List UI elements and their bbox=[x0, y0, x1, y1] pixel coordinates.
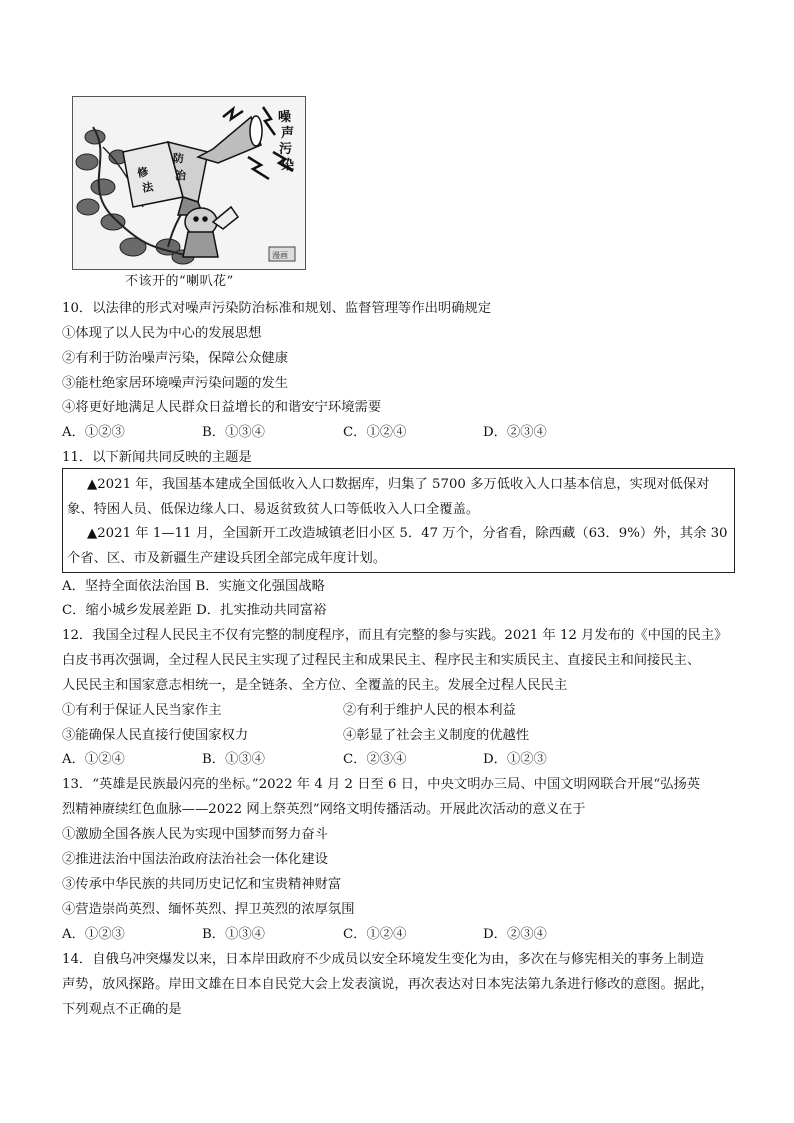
q13-option-a[interactable]: A．①②③ bbox=[62, 927, 125, 942]
q11-options-row-1[interactable]: A．坚持全面依法治国 B．实施文化强国战略 bbox=[62, 579, 325, 594]
q13-option-c[interactable]: C．①②④ bbox=[343, 927, 407, 942]
cartoon-illustration bbox=[72, 96, 306, 270]
q12-option-a[interactable]: A．①②④ bbox=[62, 752, 125, 767]
q13-item-2: ②推进法治中国法治政府法治社会一体化建设 bbox=[62, 852, 328, 867]
q13-stem-line-2: 烈精神赓续红色血脉——2022 网上祭英烈”网络文明传播活动。开展此次活动的意义在于 bbox=[62, 802, 586, 817]
svg-text:修: 修 bbox=[136, 165, 150, 180]
q11-news-box bbox=[62, 468, 735, 573]
q12-item-2: ②有利于维护人民的根本利益 bbox=[343, 703, 516, 718]
q14-stem-line-1: 14．自俄乌冲突爆发以来，日本岸田政府不少成员以安全环境发生变化为由，多次在与修宪相关的事务上制造 bbox=[62, 952, 704, 967]
svg-text:防: 防 bbox=[173, 152, 184, 165]
q11-news-2-line-1: ▲2021 年 1—11 月，全国新开工改造城镇老旧小区 5．47 万个，分省看，除西藏（63．9%）外，其余 30 bbox=[87, 526, 728, 541]
q11-news-1-line-1: ▲2021 年，我国基本建成全国低收入人口数据库，归集了 5700 多万低收入人口基本信息，实现对低保对 bbox=[87, 477, 710, 492]
svg-text:噪: 噪 bbox=[278, 110, 292, 125]
q11-stem: 11．以下新闻共同反映的主题是 bbox=[62, 450, 252, 465]
q12-item-1: ①有利于保证人民当家作主 bbox=[62, 703, 222, 718]
svg-text:染: 染 bbox=[281, 158, 295, 173]
svg-text:声: 声 bbox=[281, 126, 295, 141]
q13-option-b[interactable]: B．①③④ bbox=[202, 927, 265, 942]
q10-option-b[interactable]: B．①③④ bbox=[202, 425, 265, 440]
q10-option-a[interactable]: A．①②③ bbox=[62, 425, 125, 440]
q13-option-d[interactable]: D．②③④ bbox=[483, 927, 547, 942]
q10-item-2: ②有利于防治噪声污染，保障公众健康 bbox=[62, 351, 289, 366]
q13-stem-line-1: 13．“英雄是民族最闪亮的坐标。”2022 年 4 月 2 日至 6 日，中央文明办三局、中国文明网联合开展“弘扬英 bbox=[62, 777, 701, 792]
q10-options bbox=[62, 424, 742, 442]
q12-option-c[interactable]: C．②③④ bbox=[343, 752, 407, 767]
svg-text:污: 污 bbox=[279, 142, 293, 157]
q10-stem: 10．以法律的形式对噪声污染防治标准和规划、监督管理等作出明确规定 bbox=[62, 301, 492, 316]
q10-item-1: ①体现了以人民为中心的发展思想 bbox=[62, 326, 262, 341]
q10-item-4: ④将更好地满足人民群众日益增长的和谐安宁环境需要 bbox=[62, 400, 382, 415]
q13-item-4: ④营造崇尚英烈、缅怀英烈、捍卫英烈的浓厚氛围 bbox=[62, 902, 355, 917]
svg-text:法: 法 bbox=[141, 180, 155, 195]
q12-stem-line-3: 人民民主和国家意志相统一，是全链条、全方位、全覆盖的民主。发展全过程人民民主 bbox=[62, 678, 568, 693]
q12-options bbox=[62, 751, 742, 769]
q10-option-d[interactable]: D．②③④ bbox=[483, 425, 547, 440]
svg-text:治: 治 bbox=[175, 169, 186, 182]
q11-news-2-line-2: 个省、区、市及新疆生产建设兵团全部完成年度计划。 bbox=[67, 551, 387, 566]
q10-option-c[interactable]: C．①②④ bbox=[343, 425, 407, 440]
q11-news-1-line-2: 象、特困人员、低保边缘人口、易返贫致贫人口等低收入人口全覆盖。 bbox=[67, 502, 480, 517]
q10-item-3: ③能杜绝家居环境噪声污染问题的发生 bbox=[62, 376, 289, 391]
q12-item-3: ③能确保人民直接行使国家权力 bbox=[62, 728, 249, 743]
q12-stem-line-2: 白皮书再次强调，全过程人民民主实现了过程民主和成果民主、程序民主和实质民主、直接民主和间接民主、 bbox=[62, 653, 701, 668]
q12-option-d[interactable]: D．①②③ bbox=[483, 752, 547, 767]
q12-option-b[interactable]: B．①③④ bbox=[202, 752, 265, 767]
svg-text:漫画: 漫画 bbox=[272, 251, 288, 260]
q12-item-4: ④彰显了社会主义制度的优越性 bbox=[343, 728, 530, 743]
q12-stem-line-1: 12．我国全过程人民民主不仅有完整的制度程序，而且有完整的参与实践。2021 年 12 月发布的《中国的民主》 bbox=[62, 628, 728, 643]
q11-options-row-2[interactable]: C．缩小城乡发展差距 D．扎实推动共同富裕 bbox=[62, 603, 327, 618]
q14-stem-line-2: 声势，放风探路。岸田文雄在日本自民党大会上发表演说，再次表达对日本宪法第九条进行修改的意图。据此， bbox=[62, 977, 714, 992]
cartoon-caption: 不该开的“喇叭花” bbox=[125, 274, 234, 289]
q14-stem-line-3: 下列观点不正确的是 bbox=[62, 1002, 182, 1017]
q13-item-1: ①激励全国各族人民为实现中国梦而努力奋斗 bbox=[62, 827, 328, 842]
q13-item-3: ③传承中华民族的共同历史记忆和宝贵精神财富 bbox=[62, 877, 342, 892]
q13-options bbox=[62, 926, 742, 944]
